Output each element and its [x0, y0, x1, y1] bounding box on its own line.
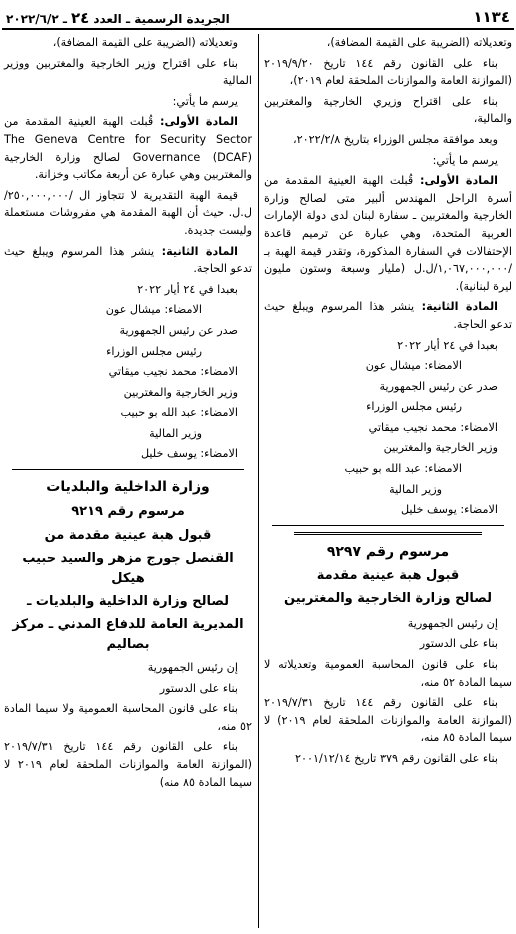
- paragraph-text: وتعديلاته (الضريبة على القيمة المضافة)،: [52, 36, 238, 49]
- paragraph-text: وزير المالية: [149, 426, 202, 440]
- paragraph: بناء على قانون المحاسبة العمومية وتعديلاته لا سيما المادة ٥٢ منه،: [264, 658, 512, 689]
- paragraph-text: صدر عن رئيس الجمهورية: [379, 379, 498, 393]
- paragraph: [4, 425, 252, 443]
- left-column: [4, 34, 252, 794]
- decree-number: مرسوم رقم ٩٢١٩: [71, 504, 185, 520]
- paragraph: [264, 93, 512, 128]
- decree-body: [4, 659, 252, 791]
- ministry-heading: وزارة الداخلية والبلديات: [46, 479, 210, 496]
- paragraph: [264, 131, 512, 149]
- article-paragraph: [4, 113, 252, 183]
- column-divider: [258, 34, 259, 928]
- paragraph-text: ينشر هذا المرسوم ويبلغ حيث تدعو الحاجة.: [264, 300, 512, 331]
- paragraph-text: الامضاء: يوسف خليل: [140, 447, 238, 461]
- paragraph: بناء على قانون المحاسبة العمومية ولا سيما المادة ٥٢ منه،: [4, 702, 252, 733]
- decree-beneficiary: لصالح وزارة الخارجية والمغتربين: [284, 590, 492, 606]
- section-separator: [12, 469, 244, 470]
- article-label: المادة الثانية:: [154, 244, 239, 258]
- paragraph: بناء على الدستور: [159, 681, 238, 695]
- paragraph: [4, 34, 252, 52]
- paragraph-text: بعبدا في ٢٤ أيار ٢٠٢٢: [137, 282, 238, 296]
- paragraph: بناء على الدستور: [419, 637, 498, 651]
- paragraph-text: الامضاء: ميشال عون: [105, 303, 202, 317]
- paragraph: [264, 460, 512, 478]
- paragraph: [264, 55, 512, 90]
- paragraph: [264, 357, 512, 375]
- paragraph: إن رئيس الجمهورية: [147, 661, 238, 675]
- paragraph: [264, 501, 512, 519]
- paragraph-text: قُبلت الهبة العينية المقدمة من أسرة الراحل المهندس ألبير متى لصالح وزارة الخارجية والمغتربين ـ سفارة لبنان لدى دولة الإمارات العربية المتحدة، وهي عبارة عن ترميم قاعدة الإحتفالات في السفارة المذكورة، وتقدر قيمة الهبة بـ /١,٠٦٧,٠٠٠,٠٠٠/ل.ل (مليار وسبعة وستون مليون ليرة لبنانية).: [264, 174, 512, 293]
- article-label: المادة الأولى:: [413, 174, 498, 188]
- paragraph-text: وزير المالية: [389, 482, 442, 496]
- paragraph-text: بناء على اقتراح وزير الخارجية والمغتربين ووزير المالية: [4, 56, 252, 88]
- page-header: [2, 6, 514, 30]
- paragraph: [4, 187, 252, 240]
- left-column-text: [4, 34, 252, 463]
- page-number: ١١٣٤: [473, 8, 510, 26]
- paragraph-text: الامضاء: محمد نجيب ميقاتي: [368, 420, 498, 434]
- paragraph: [4, 445, 252, 463]
- right-column-text: [264, 34, 512, 519]
- paragraph-text: الامضاء: يوسف خليل: [400, 503, 498, 517]
- section-separator-double: [294, 532, 482, 535]
- paragraph-text: قيمة الهبة التقديرية لا تتجاوز ال /٢٥٠,٠٠٠,٠٠٠/ ل.ل. حيث أن الهبة المقدمة هي مفروشات مستعملة وليست جديدة.: [4, 188, 252, 237]
- paragraph: [264, 439, 512, 457]
- paragraph: إن رئيس الجمهورية: [407, 616, 498, 630]
- decree-number: مرسوم رقم ٩٢٩٧: [326, 543, 450, 560]
- paragraph-text: الامضاء: محمد نجيب ميقاتي: [108, 365, 238, 379]
- section-separator: [272, 525, 504, 526]
- paragraph: [264, 481, 512, 499]
- paragraph-text: يرسم ما يأتي:: [432, 153, 498, 167]
- paragraph: [4, 301, 252, 319]
- paragraph: [264, 152, 512, 170]
- article-label: المادة الأولى:: [153, 115, 238, 129]
- paragraph: بناء على القانون رقم ٣٧٩ تاريخ ٢٠٠١/١٢/١٤: [294, 752, 498, 765]
- article-paragraph: [264, 298, 512, 333]
- title-line: قبول هبة عينية مقدمة من: [44, 528, 212, 544]
- title-line: لصالح وزارة الداخلية والبلديات ـ: [26, 594, 230, 610]
- paragraph-text: الامضاء: ميشال عون: [365, 359, 462, 373]
- paragraph-text: رئيس مجلس الوزراء: [366, 400, 462, 414]
- paragraph: [264, 337, 512, 355]
- paragraph: بناء على القانون رقم ١٤٤ تاريخ ٢٠١٩/٧/٣١ (الموازنة العامة والموازنات الملحقة لعام ٢٠١٩) لا سيما المادة ٨٥ منه،: [264, 696, 512, 745]
- paragraph: [4, 343, 252, 361]
- paragraph-text: رئيس مجلس الوزراء: [106, 344, 202, 358]
- paragraph: بناء على القانون رقم ١٤٤ تاريخ ٢٠١٩/٧/٣١ (الموازنة العامة والموازنات الملحقة لعام ٢٠١٩ لا سيما المادة ٨٥ منه): [4, 740, 252, 789]
- decree-title: [4, 526, 252, 655]
- paragraph: [264, 398, 512, 416]
- paragraph-text: الامضاء: عبد الله بو حبيب: [344, 462, 462, 476]
- paragraph: [4, 281, 252, 299]
- paragraph-text: وتعديلاته (الضريبة على القيمة المضافة)،: [326, 36, 512, 49]
- paragraph: [4, 363, 252, 381]
- article-label: المادة الثانية:: [414, 300, 499, 314]
- paragraph-text: صدر عن رئيس الجمهورية: [119, 323, 238, 337]
- paragraph: [264, 419, 512, 437]
- paragraph: [4, 404, 252, 422]
- paragraph-text: قُبلت الهبة العينية المقدمة من The Geneva Centre for Security Sector Governance (DCAF) لصالح وزارة الخارجية والمغتربين وهي عبارة عن أربعة مكاتب وخزانة.: [4, 115, 252, 182]
- paragraph-text: وبعد موافقة مجلس الوزراء بتاريخ ٢٠٢٢/٢/٨،: [293, 132, 498, 146]
- paragraph: [4, 384, 252, 402]
- article-paragraph: [4, 243, 252, 278]
- paragraph-text: بناء على القانون رقم ١٤٤ تاريخ ٢٠١٩/٩/٢٠ (الموازنة العامة والموازنات الملحقة لعام ٢٠١٩)،: [264, 56, 512, 88]
- issue-date: ـ ٢٠٢٢/٦/٢: [6, 12, 67, 26]
- right-column: [264, 34, 512, 771]
- paragraph: [264, 378, 512, 396]
- paragraph: [4, 322, 252, 340]
- decree-subtitle: قبول هبة عينية مقدمة: [316, 567, 460, 583]
- paragraph: [4, 93, 252, 111]
- paragraph-text: ينشر هذا المرسوم ويبلغ حيث تدعو الحاجة.: [4, 244, 252, 276]
- paragraph: [264, 34, 512, 52]
- title-line: القنصل جورج مزهر والسيد حبيب هيكل: [22, 551, 234, 587]
- issue-number: ٢٤: [71, 9, 90, 27]
- paragraph-text: وزير الخارجية والمغتربين: [383, 441, 498, 455]
- paragraph-text: بناء على اقتراح وزيري الخارجية والمغتربين والمالية،: [264, 94, 512, 126]
- article-paragraph: [264, 172, 512, 295]
- decree-body: [264, 615, 512, 768]
- paragraph: [4, 55, 252, 90]
- title-line: المديرية العامة للدفاع المدني ـ مركز بصاليم: [12, 617, 244, 653]
- paragraph-text: الامضاء: عبد الله بو حبيب: [120, 406, 238, 420]
- paragraph-text: يرسم ما يأتي:: [172, 94, 238, 108]
- gazette-title: الجريدة الرسمية ـ العدد٢٤ـ ٢٠٢٢/٦/٢: [6, 9, 230, 27]
- paragraph-text: وزير الخارجية والمغتربين: [123, 385, 238, 399]
- paragraph-text: بعبدا في ٢٤ أيار ٢٠٢٢: [397, 338, 498, 352]
